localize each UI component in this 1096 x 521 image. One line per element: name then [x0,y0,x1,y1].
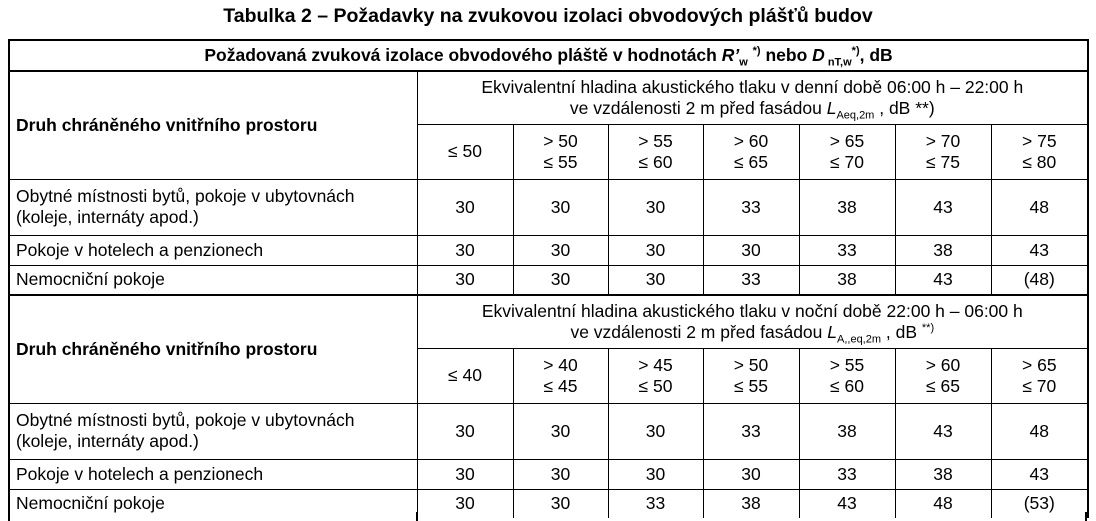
value-cell: 30 [513,403,608,459]
value-cell: 30 [608,459,703,489]
table-border-continuation [416,512,418,521]
value-cell: 30 [417,403,513,459]
value-cell: 30 [417,235,513,265]
range-cell: > 70 ≤ 75 [895,124,991,179]
value-cell: 30 [417,179,513,235]
range-cell: > 65 ≤ 70 [991,348,1088,403]
range-cell: > 55 ≤ 60 [608,124,703,179]
value-cell: 30 [608,265,703,295]
value-cell: (53) [991,489,1088,518]
kind-header-night: Druh chráněného vnitřního prostoru [9,295,417,403]
requirements-table [8,39,1089,518]
range-cell: > 45 ≤ 50 [608,348,703,403]
value-cell: 30 [608,403,703,459]
value-cell: 43 [895,265,991,295]
room-type-cell: Nemocniční pokoje [9,265,417,295]
range-cell: ≤ 50 [417,124,513,179]
table-row [9,489,1088,518]
value-cell: 30 [417,265,513,295]
range-cell: > 50 ≤ 55 [513,124,608,179]
value-cell: 33 [703,403,799,459]
value-cell: 33 [703,179,799,235]
table-title: Tabulka 2 – Požadavky na zvukovou izolaci obvodových plášťů budov [223,5,873,27]
value-cell: 33 [703,265,799,295]
value-cell: 30 [513,179,608,235]
table-caption: Požadovaná zvuková izolace obvodového pláště v hodnotách $R’_w$ *) nebo D $_{nT,w}$*), dB [9,40,1088,71]
range-cell: > 60 ≤ 65 [703,124,799,179]
value-cell: 43 [799,489,895,518]
room-type-cell: Pokoje v hotelech a penzionech [9,235,417,265]
table-row [9,459,1088,489]
range-cell: > 40 ≤ 45 [513,348,608,403]
kind-header-day: Druh chráněného vnitřního prostoru [9,71,417,179]
value-cell: 38 [799,265,895,295]
room-type-cell: Pokoje v hotelech a penzionech [9,459,417,489]
value-cell: 30 [513,235,608,265]
value-cell: 30 [703,459,799,489]
value-cell: 43 [991,459,1088,489]
range-cell: > 65 ≤ 70 [799,124,895,179]
range-cell: ≤ 40 [417,348,513,403]
value-cell: 30 [417,459,513,489]
value-cell: 48 [895,489,991,518]
value-cell: 30 [513,459,608,489]
value-cell: 48 [991,403,1088,459]
table-row [9,179,1088,235]
room-type-cell: Nemocniční pokoje [9,489,417,518]
range-cell: > 55 ≤ 60 [799,348,895,403]
table-row [9,403,1088,459]
value-cell: 38 [895,459,991,489]
day-level-header: Ekvivalentní hladina akustického tlaku v denní době 06:00 h – 22:00 h ve vzdálenosti 2 m před fasádou $L_{Aeq,2m}$ , dB **) [417,71,1088,124]
value-cell: 43 [991,235,1088,265]
value-cell: 38 [799,179,895,235]
table-row [9,265,1088,295]
value-cell: 38 [799,403,895,459]
table-row [9,235,1088,265]
value-cell: 48 [991,179,1088,235]
room-type-cell: Obytné místnosti bytů, pokoje v ubytovnách (koleje, internáty apod.) [9,179,417,235]
night-level-header: Ekvivalentní hladina akustického tlaku v noční době 22:00 h – 06:00 h ve vzdálenosti 2 m před fasádou $L_{A,,eq,2m}$ , dB **) [417,295,1088,348]
table-border-continuation [1085,512,1087,521]
value-cell: 33 [799,235,895,265]
value-cell: 43 [895,179,991,235]
value-cell: 30 [608,179,703,235]
value-cell: 30 [608,235,703,265]
value-cell: 30 [417,489,513,518]
table-border-continuation [8,512,10,521]
value-cell: 30 [513,489,608,518]
value-cell: 38 [703,489,799,518]
value-cell: 30 [703,235,799,265]
range-cell: > 75 ≤ 80 [991,124,1088,179]
value-cell: 38 [895,235,991,265]
value-cell: 33 [608,489,703,518]
range-cell: > 50 ≤ 55 [703,348,799,403]
value-cell: 30 [513,265,608,295]
value-cell: 33 [799,459,895,489]
room-type-cell: Obytné místnosti bytů, pokoje v ubytovnách (koleje, internáty apod.) [9,403,417,459]
range-cell: > 60 ≤ 65 [895,348,991,403]
value-cell: 43 [895,403,991,459]
value-cell: (48) [991,265,1088,295]
